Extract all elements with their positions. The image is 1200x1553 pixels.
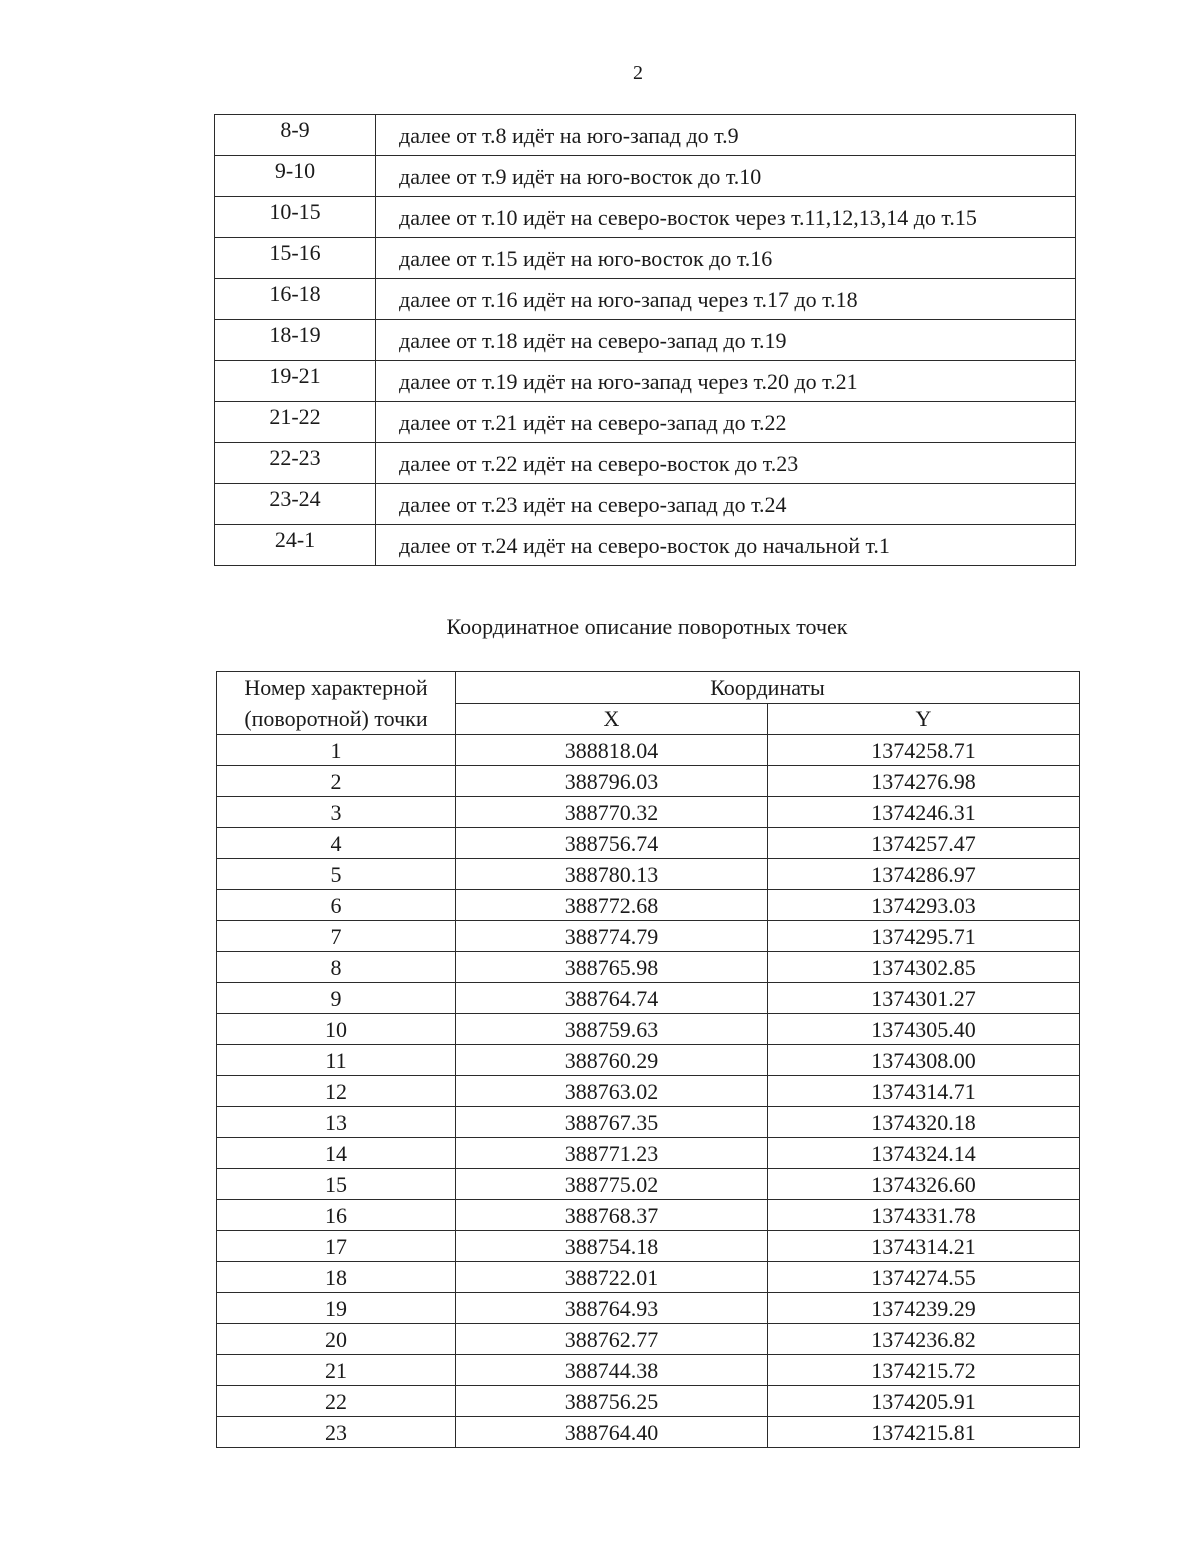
coordinate-row	[217, 1386, 1080, 1417]
x-coordinate-cell: 388763.02	[456, 1076, 768, 1107]
coordinate-row	[217, 828, 1080, 859]
point-number-cell: 4	[217, 828, 456, 859]
header-x: X	[456, 703, 768, 735]
y-coordinate-cell: 1374276.98	[768, 766, 1080, 797]
y-coordinate-cell: 1374236.82	[768, 1324, 1080, 1355]
x-coordinate-cell: 388754.18	[456, 1231, 768, 1262]
x-coordinate-cell: 388796.03	[456, 766, 768, 797]
coordinates-table-head	[217, 672, 1080, 735]
header-y: Y	[768, 703, 1080, 735]
segment-cell: 8-9	[215, 115, 376, 156]
coordinate-row	[217, 952, 1080, 983]
point-number-cell: 21	[217, 1355, 456, 1386]
segment-cell: 18-19	[215, 320, 376, 361]
y-coordinate-cell: 1374305.40	[768, 1014, 1080, 1045]
y-coordinate-cell: 1374205.91	[768, 1386, 1080, 1417]
x-coordinate-cell: 388772.68	[456, 890, 768, 921]
coordinate-row	[217, 1138, 1080, 1169]
description-cell: далее от т.10 идёт на северо-восток через т.11,12,13,14 до т.15	[376, 197, 1076, 238]
segment-cell: 15-16	[215, 238, 376, 279]
description-cell: далее от т.15 идёт на юго-восток до т.16	[376, 238, 1076, 279]
boundary-table-body	[215, 115, 1076, 566]
segment-cell: 9-10	[215, 156, 376, 197]
coordinate-row	[217, 1293, 1080, 1324]
coordinate-row	[217, 890, 1080, 921]
y-coordinate-cell: 1374293.03	[768, 890, 1080, 921]
y-coordinate-cell: 1374215.72	[768, 1355, 1080, 1386]
segment-cell: 23-24	[215, 484, 376, 525]
description-cell: далее от т.24 идёт на северо-восток до начальной т.1	[376, 525, 1076, 566]
page-number: 2	[633, 62, 643, 84]
segment-cell: 21-22	[215, 402, 376, 443]
boundary-row	[215, 484, 1076, 525]
y-coordinate-cell: 1374314.71	[768, 1076, 1080, 1107]
point-number-cell: 11	[217, 1045, 456, 1076]
coordinates-section-title: Координатное описание поворотных точек	[446, 614, 848, 639]
point-number-cell: 16	[217, 1200, 456, 1231]
point-number-cell: 3	[217, 797, 456, 828]
header-coordinates: Координаты	[456, 672, 1080, 704]
segment-cell: 24-1	[215, 525, 376, 566]
x-coordinate-cell: 388768.37	[456, 1200, 768, 1231]
x-coordinate-cell: 388771.23	[456, 1138, 768, 1169]
boundary-row	[215, 197, 1076, 238]
boundary-row	[215, 402, 1076, 443]
y-coordinate-cell: 1374320.18	[768, 1107, 1080, 1138]
coordinate-row	[217, 1262, 1080, 1293]
description-cell: далее от т.22 идёт на северо-восток до т.23	[376, 443, 1076, 484]
coordinate-row	[217, 1107, 1080, 1138]
coordinate-row	[217, 797, 1080, 828]
coordinate-row	[217, 1169, 1080, 1200]
boundary-row	[215, 115, 1076, 156]
x-coordinate-cell: 388767.35	[456, 1107, 768, 1138]
coordinate-row	[217, 1417, 1080, 1448]
x-coordinate-cell: 388722.01	[456, 1262, 768, 1293]
coordinate-row	[217, 1045, 1080, 1076]
description-cell: далее от т.23 идёт на северо-запад до т.24	[376, 484, 1076, 525]
segment-cell: 19-21	[215, 361, 376, 402]
boundary-row	[215, 361, 1076, 402]
coordinate-row	[217, 1014, 1080, 1045]
segment-cell: 22-23	[215, 443, 376, 484]
x-coordinate-cell: 388764.93	[456, 1293, 768, 1324]
y-coordinate-cell: 1374308.00	[768, 1045, 1080, 1076]
coordinates-table-body	[217, 735, 1080, 1448]
y-coordinate-cell: 1374331.78	[768, 1200, 1080, 1231]
x-coordinate-cell: 388774.79	[456, 921, 768, 952]
y-coordinate-cell: 1374301.27	[768, 983, 1080, 1014]
point-number-cell: 2	[217, 766, 456, 797]
x-coordinate-cell: 388764.40	[456, 1417, 768, 1448]
coordinate-row	[217, 1355, 1080, 1386]
coordinate-row	[217, 735, 1080, 766]
x-coordinate-cell: 388759.63	[456, 1014, 768, 1045]
x-coordinate-cell: 388780.13	[456, 859, 768, 890]
point-number-cell: 22	[217, 1386, 456, 1417]
y-coordinate-cell: 1374286.97	[768, 859, 1080, 890]
coordinate-row	[217, 1200, 1080, 1231]
x-coordinate-cell: 388818.04	[456, 735, 768, 766]
point-number-cell: 14	[217, 1138, 456, 1169]
x-coordinate-cell: 388775.02	[456, 1169, 768, 1200]
x-coordinate-cell: 388765.98	[456, 952, 768, 983]
point-number-cell: 6	[217, 890, 456, 921]
x-coordinate-cell: 388756.25	[456, 1386, 768, 1417]
description-cell: далее от т.8 идёт на юго-запад до т.9	[376, 115, 1076, 156]
point-number-cell: 9	[217, 983, 456, 1014]
boundary-row	[215, 525, 1076, 566]
point-number-cell: 23	[217, 1417, 456, 1448]
boundary-row	[215, 279, 1076, 320]
x-coordinate-cell: 388760.29	[456, 1045, 768, 1076]
point-number-cell: 12	[217, 1076, 456, 1107]
coordinates-header-row-1	[217, 672, 1080, 704]
y-coordinate-cell: 1374246.31	[768, 797, 1080, 828]
point-number-cell: 1	[217, 735, 456, 766]
coordinate-row	[217, 766, 1080, 797]
header-point-number: Номер характерной (поворотной) точки	[217, 672, 456, 735]
point-number-cell: 5	[217, 859, 456, 890]
y-coordinate-cell: 1374257.47	[768, 828, 1080, 859]
coordinate-row	[217, 1076, 1080, 1107]
description-cell: далее от т.18 идёт на северо-запад до т.19	[376, 320, 1076, 361]
point-number-cell: 17	[217, 1231, 456, 1262]
x-coordinate-cell: 388744.38	[456, 1355, 768, 1386]
x-coordinate-cell: 388756.74	[456, 828, 768, 859]
description-cell: далее от т.21 идёт на северо-запад до т.22	[376, 402, 1076, 443]
point-number-cell: 7	[217, 921, 456, 952]
coordinates-table	[216, 671, 1080, 1448]
y-coordinate-cell: 1374324.14	[768, 1138, 1080, 1169]
boundary-row	[215, 156, 1076, 197]
coordinate-row	[217, 921, 1080, 952]
point-number-cell: 10	[217, 1014, 456, 1045]
coordinate-row	[217, 983, 1080, 1014]
point-number-cell: 20	[217, 1324, 456, 1355]
boundary-description-table	[214, 114, 1076, 566]
coordinate-row	[217, 1231, 1080, 1262]
boundary-row	[215, 320, 1076, 361]
segment-cell: 16-18	[215, 279, 376, 320]
description-cell: далее от т.9 идёт на юго-восток до т.10	[376, 156, 1076, 197]
y-coordinate-cell: 1374215.81	[768, 1417, 1080, 1448]
x-coordinate-cell: 388770.32	[456, 797, 768, 828]
segment-cell: 10-15	[215, 197, 376, 238]
point-number-cell: 15	[217, 1169, 456, 1200]
coordinate-row	[217, 1324, 1080, 1355]
x-coordinate-cell: 388764.74	[456, 983, 768, 1014]
y-coordinate-cell: 1374326.60	[768, 1169, 1080, 1200]
y-coordinate-cell: 1374314.21	[768, 1231, 1080, 1262]
y-coordinate-cell: 1374239.29	[768, 1293, 1080, 1324]
point-number-cell: 8	[217, 952, 456, 983]
point-number-cell: 13	[217, 1107, 456, 1138]
point-number-cell: 18	[217, 1262, 456, 1293]
description-cell: далее от т.19 идёт на юго-запад через т.20 до т.21	[376, 361, 1076, 402]
description-cell: далее от т.16 идёт на юго-запад через т.17 до т.18	[376, 279, 1076, 320]
boundary-row	[215, 238, 1076, 279]
point-number-cell: 19	[217, 1293, 456, 1324]
coordinate-row	[217, 859, 1080, 890]
y-coordinate-cell: 1374302.85	[768, 952, 1080, 983]
x-coordinate-cell: 388762.77	[456, 1324, 768, 1355]
y-coordinate-cell: 1374295.71	[768, 921, 1080, 952]
y-coordinate-cell: 1374258.71	[768, 735, 1080, 766]
boundary-row	[215, 443, 1076, 484]
y-coordinate-cell: 1374274.55	[768, 1262, 1080, 1293]
